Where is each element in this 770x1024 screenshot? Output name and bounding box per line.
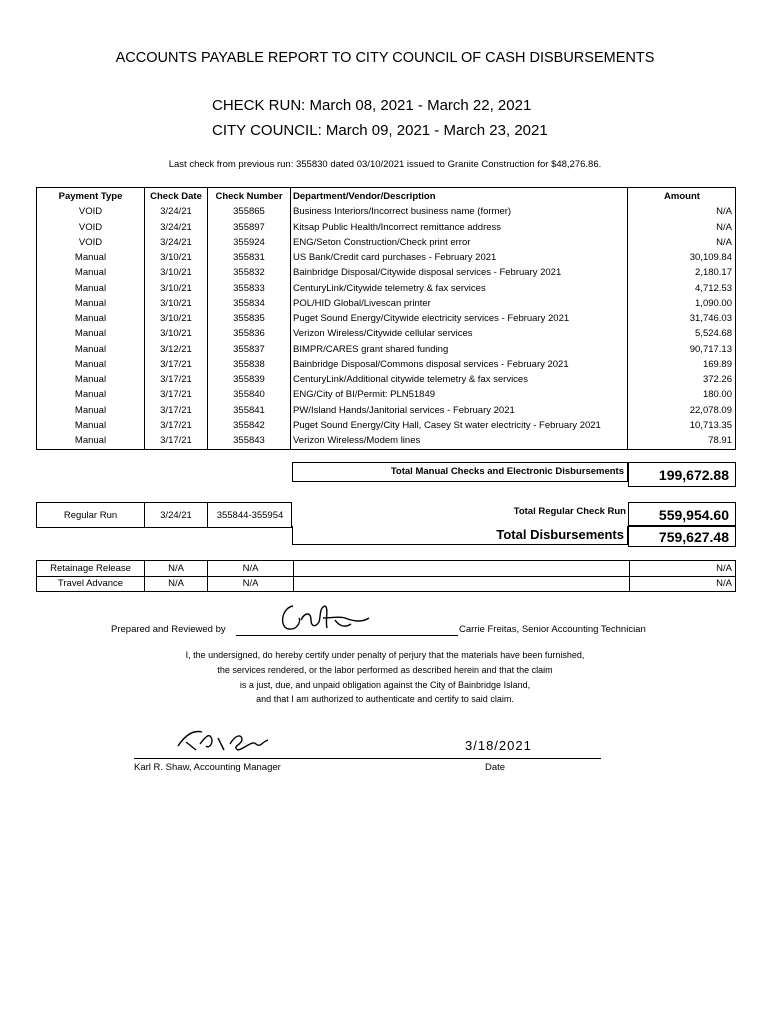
table-row-amount: 90,717.13 — [689, 343, 732, 355]
table-row-check-date: 3/24/21 — [160, 221, 192, 233]
table-row-amount: 10,713.35 — [689, 419, 732, 431]
table-row-check-number: 355839 — [233, 374, 265, 385]
table-row-check-date: 3/10/21 — [160, 252, 192, 263]
total-disbursements-label: Total Disbursements — [496, 527, 624, 542]
table-row-amount: N/A — [716, 236, 732, 248]
table-row-payment-type: Manual — [74, 267, 107, 279]
regular-run-date: 3/24/21 — [160, 510, 192, 521]
table-row-check-number: 355836 — [233, 328, 265, 340]
table-row-amount: 31,746.03 — [689, 313, 732, 324]
table-row-check-number: 355832 — [233, 267, 265, 279]
table-row-amount: 22,078.09 — [689, 404, 732, 416]
table-row-payment-type: Manual — [74, 282, 107, 294]
table-row-payment-type: Manual — [74, 419, 107, 431]
table-row-description: CenturyLink/Additional citywide telemetry & fax services — [293, 374, 528, 385]
table-row-amount: 1,090.00 — [695, 297, 732, 309]
table-row-check-date: 3/10/21 — [160, 267, 192, 279]
table-row-check-number: 355831 — [233, 252, 265, 263]
travel-date: N/A — [168, 578, 184, 589]
header-check-number: Check Number — [215, 191, 283, 202]
table-row-payment-type: Manual — [74, 313, 107, 324]
regular-run-number: 355844-355954 — [216, 510, 284, 521]
table-row-check-number: 355924 — [233, 236, 265, 248]
table-row-check-date: 3/17/21 — [160, 358, 192, 370]
table-row-check-date: 3/10/21 — [160, 313, 192, 324]
table-row-check-number: 355833 — [233, 282, 265, 294]
table-row-payment-type: Manual — [74, 297, 107, 309]
cert-line-2: the services rendered, or the labor performed as described herein and that the claim — [217, 665, 553, 675]
disbursement-table — [36, 187, 736, 450]
prepared-label: Prepared and Reviewed by — [111, 624, 226, 635]
header-check-date: Check Date — [150, 191, 202, 202]
total-disbursements-value: 759,627.48 — [658, 529, 729, 545]
table-row-payment-type: Manual — [74, 435, 107, 446]
table-row-check-number: 355842 — [233, 419, 265, 431]
table-row-amount: 4,712.53 — [695, 282, 732, 294]
total-disbursements-label-box — [292, 526, 628, 545]
table-row-description: Verizon Wireless/Modem lines — [293, 435, 421, 446]
total-disbursements-value-box — [628, 526, 736, 547]
regular-run-type: Regular Run — [63, 510, 118, 521]
retainage-number: N/A — [242, 563, 259, 574]
header-amount: Amount — [664, 191, 700, 202]
table-row-check-number: 355840 — [233, 389, 265, 401]
table-row-description: Puget Sound Energy/Citywide electricity services - February 2021 — [293, 313, 570, 324]
travel-number: N/A — [242, 578, 259, 589]
table-row-payment-type: Manual — [74, 343, 107, 355]
total-manual-label: Total Manual Checks and Electronic Disbursements — [390, 466, 624, 477]
travel-type: Travel Advance — [57, 578, 124, 589]
total-regular-value: 559,954.60 — [658, 507, 729, 523]
table-row-description: ENG/Seton Construction/Check print error — [293, 236, 471, 248]
other-disbursements-table — [36, 560, 736, 592]
last-check-note: Last check from previous run: 355830 dated 03/10/2021 issued to Granite Construction for $48,276.86. — [168, 159, 602, 170]
table-row-payment-type: Manual — [74, 404, 107, 416]
table-row-description: CenturyLink/Citywide telemetry & fax services — [293, 282, 486, 294]
retainage-type: Retainage Release — [50, 563, 131, 574]
report-title: ACCOUNTS PAYABLE REPORT TO CITY COUNCIL OF CASH DISBURSEMENTS — [115, 50, 655, 66]
manager-signature-line — [134, 758, 601, 759]
table-row-check-date: 3/10/21 — [160, 282, 192, 294]
table-row-check-number: 355835 — [233, 313, 265, 324]
header-description: Department/Vendor/Description — [293, 191, 436, 202]
table-row-check-date: 3/17/21 — [160, 419, 192, 431]
table-row-check-date: 3/17/21 — [160, 435, 192, 446]
table-row-check-date: 3/10/21 — [160, 297, 192, 309]
table-row-amount: 5,524.68 — [695, 328, 732, 340]
table-row-amount: 169.89 — [702, 358, 732, 370]
table-row-payment-type: VOID — [78, 236, 103, 248]
table-row-description: Bainbridge Disposal/Commons disposal services - February 2021 — [293, 358, 569, 370]
table-row-payment-type: VOID — [78, 206, 103, 218]
table-row-check-number: 355843 — [233, 435, 265, 446]
table-row-check-date: 3/17/21 — [160, 374, 192, 385]
table-row-description: Business Interiors/Incorrect business name (former) — [293, 206, 512, 218]
preparer-signature — [275, 598, 375, 636]
table-row-description: ENG/City of BI/Permit: PLN51849 — [293, 389, 436, 401]
table-row-description: US Bank/Credit card purchases - February 2021 — [293, 252, 497, 263]
table-row-check-number: 355897 — [233, 221, 265, 233]
total-regular-label: Total Regular Check Run — [513, 506, 626, 517]
table-row-check-number: 355837 — [233, 343, 265, 355]
table-row-payment-type: Manual — [74, 358, 107, 370]
table-row-amount: N/A — [716, 221, 732, 233]
table-row-amount: 78.91 — [708, 435, 732, 446]
retainage-amount: N/A — [716, 563, 732, 574]
table-row-amount: 180.00 — [702, 389, 732, 401]
date-label: Date — [485, 762, 506, 773]
total-manual-value-box — [628, 462, 736, 487]
cert-line-1: I, the undersigned, do hereby certify under penalty of perjury that the materials have been furnished, — [185, 650, 585, 660]
table-row-payment-type: Manual — [74, 374, 107, 385]
table-row-amount: N/A — [716, 206, 732, 218]
table-row-check-date: 3/17/21 — [160, 404, 192, 416]
table-row-description: Kitsap Public Health/Incorrect remittance address — [293, 221, 502, 233]
city-council-dates: CITY COUNCIL: March 09, 2021 - March 23, 2021 — [212, 122, 548, 139]
table-row-payment-type: Manual — [74, 328, 107, 340]
cert-line-3: is a just, due, and unpaid obligation against the City of Bainbridge Island, — [239, 680, 531, 690]
table-row-description: Verizon Wireless/Citywide cellular services — [293, 328, 473, 340]
table-row-description: BIMPR/CARES grant shared funding — [293, 343, 449, 355]
check-run-dates: CHECK RUN: March 08, 2021 - March 22, 2021 — [212, 97, 532, 114]
table-row-amount: 2,180.17 — [695, 267, 732, 279]
cert-line-4: and that I am authorized to authenticate and certify to said claim. — [256, 694, 514, 704]
table-row-amount: 372.26 — [702, 374, 732, 385]
table-row-description: POL/HID Global/Livescan printer — [293, 297, 431, 309]
table-row-description: Puget Sound Energy/City Hall, Casey St water electricity - February 2021 — [293, 419, 601, 431]
regular-run-row — [36, 502, 292, 528]
table-row-check-number: 355838 — [233, 358, 265, 370]
table-row-payment-type: Manual — [74, 252, 107, 263]
table-row-check-number: 355841 — [233, 404, 265, 416]
table-row-check-date: 3/12/21 — [160, 343, 192, 355]
header-payment-type: Payment Type — [58, 191, 123, 202]
table-row-check-number: 355834 — [233, 297, 265, 309]
table-row-payment-type: VOID — [78, 221, 103, 233]
table-row-check-date: 3/17/21 — [160, 389, 192, 401]
total-manual-value: 199,672.88 — [658, 467, 729, 483]
preparer-name: Carrie Freitas, Senior Accounting Technician — [459, 624, 646, 635]
total-manual-label-box — [292, 462, 628, 482]
table-row-check-date: 3/24/21 — [160, 236, 192, 248]
manager-signature — [172, 724, 276, 756]
table-row-amount: 30,109.84 — [689, 252, 732, 263]
sign-date-value: 3/18/2021 — [465, 738, 532, 753]
table-row-description: Bainbridge Disposal/Citywide disposal services - February 2021 — [293, 267, 562, 279]
table-row-check-date: 3/10/21 — [160, 328, 192, 340]
table-row-check-number: 355865 — [233, 206, 265, 218]
manager-name: Karl R. Shaw, Accounting Manager — [134, 762, 281, 773]
table-row-check-date: 3/24/21 — [160, 206, 192, 218]
total-regular-value-box — [628, 502, 736, 526]
retainage-date: N/A — [168, 563, 184, 574]
travel-amount: N/A — [716, 578, 732, 589]
table-row-description: PW/Island Hands/Janitorial services - February 2021 — [293, 404, 515, 416]
table-row-payment-type: Manual — [74, 389, 107, 401]
